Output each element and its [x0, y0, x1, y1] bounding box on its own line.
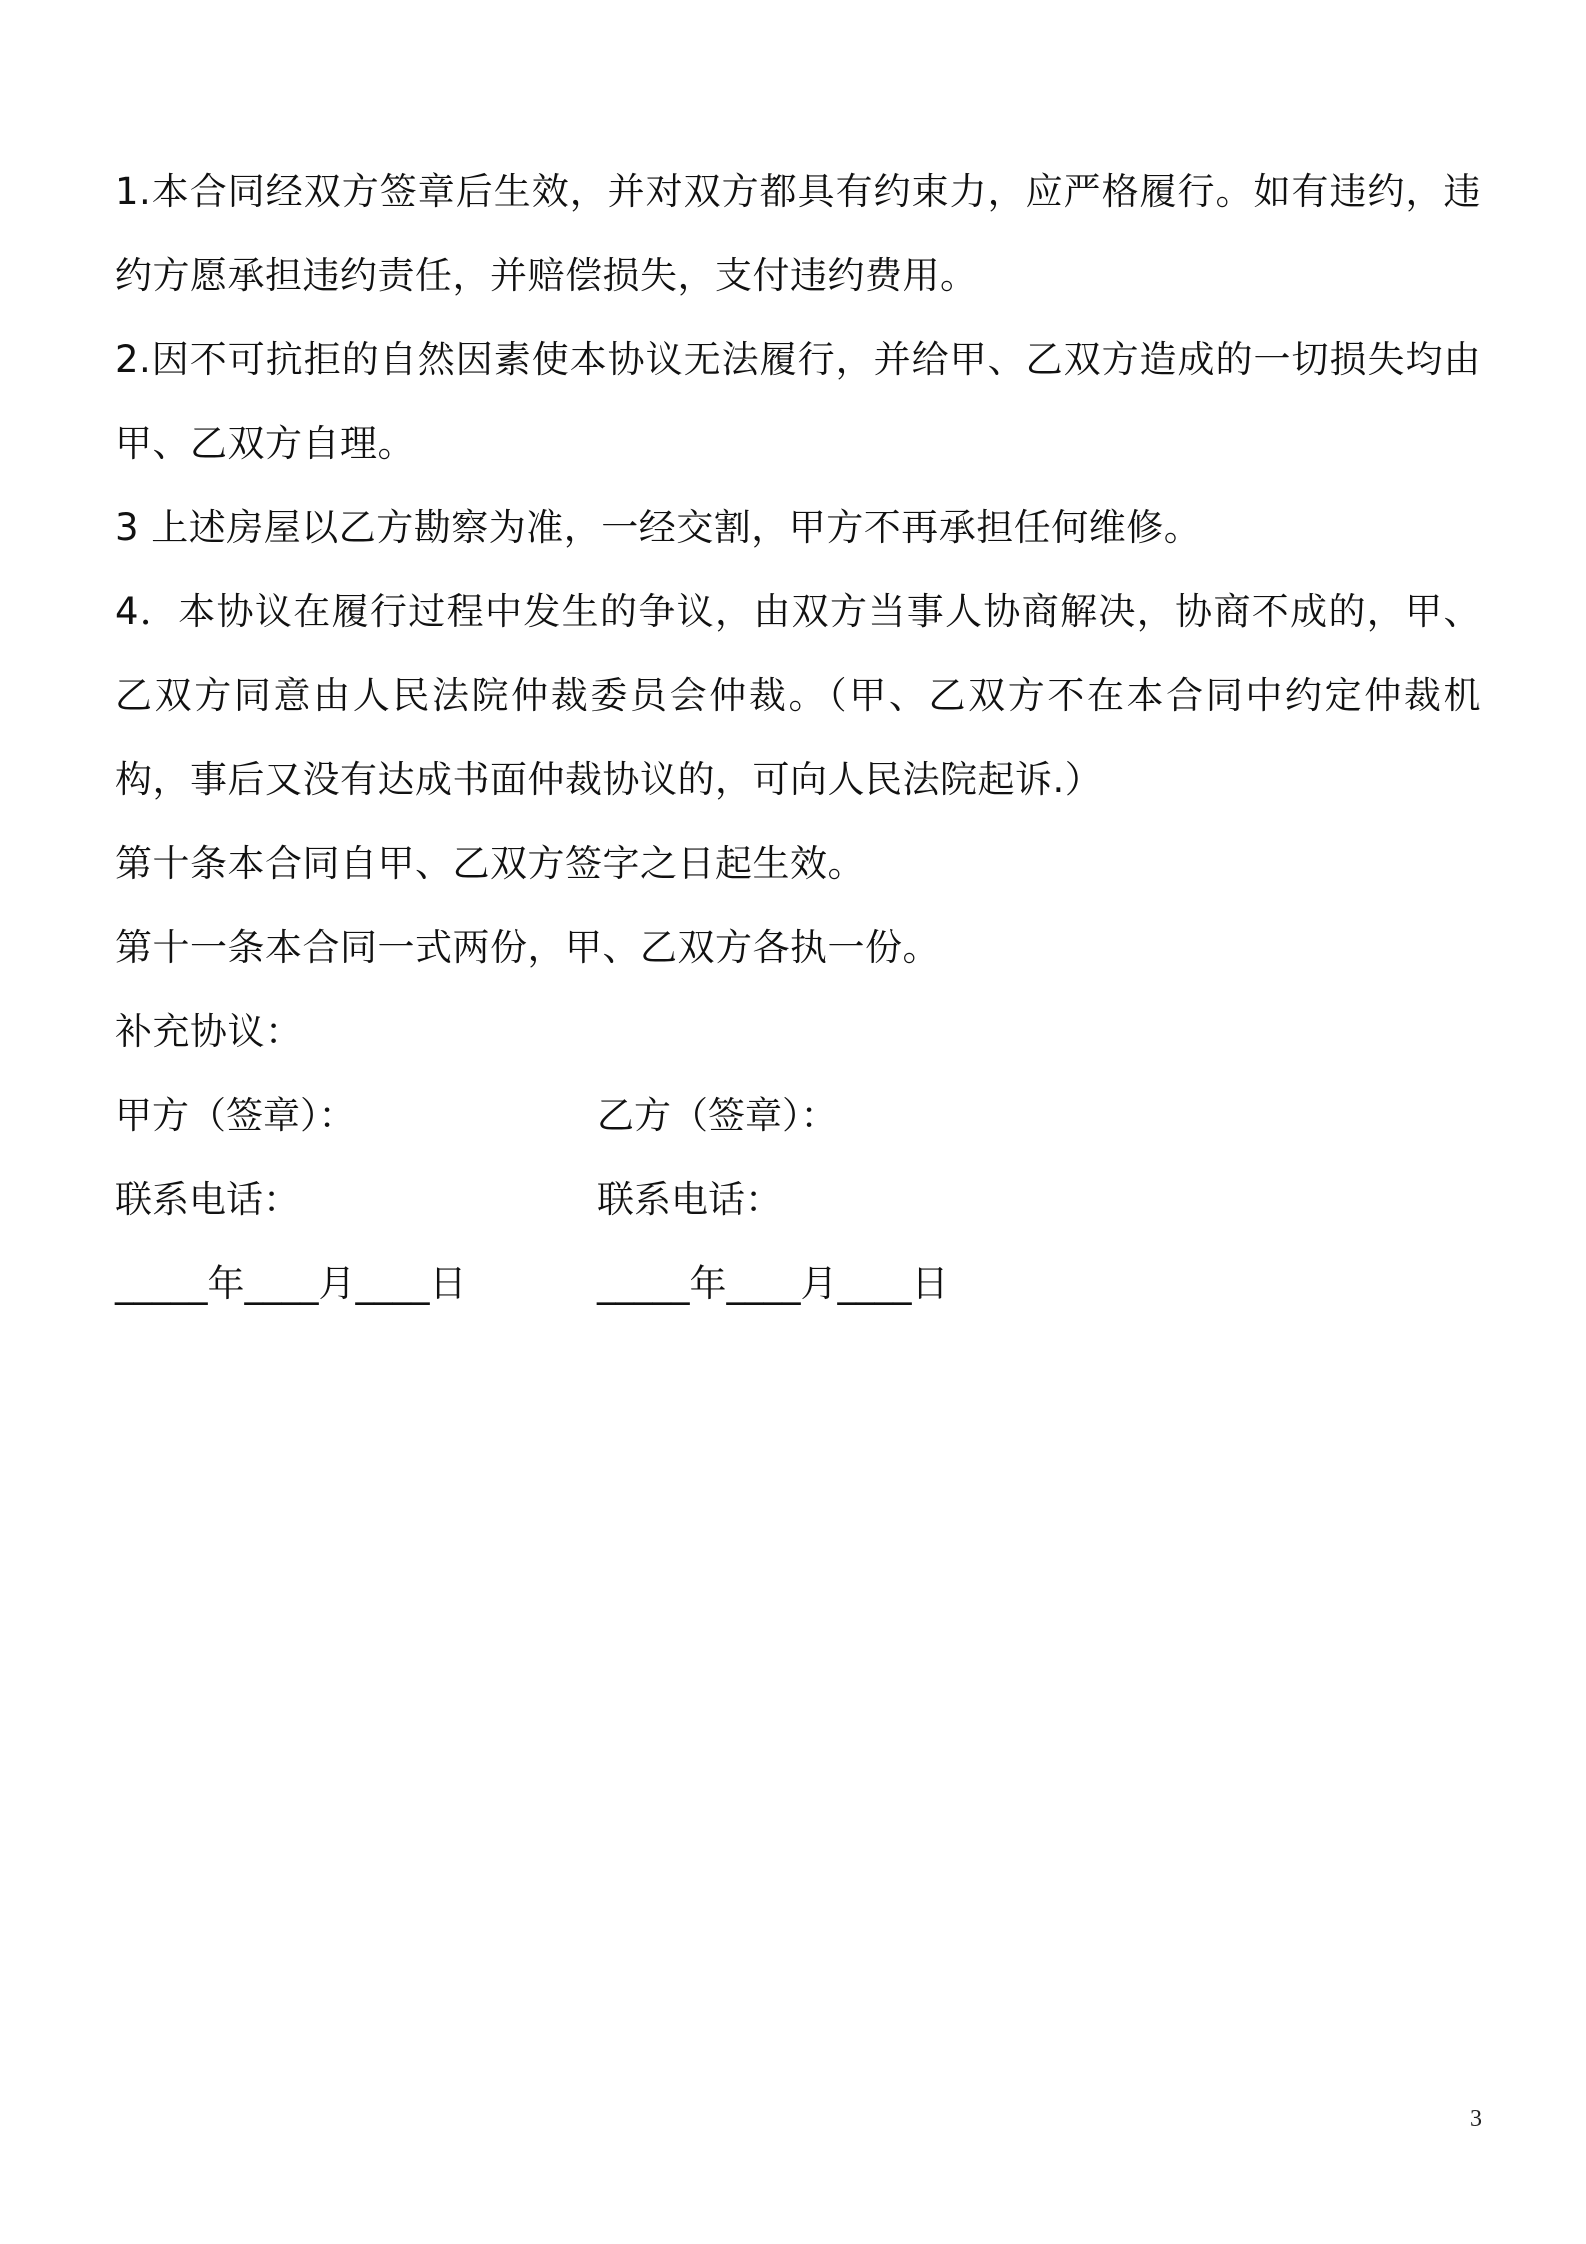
contract-body: [115, 150, 1481, 1326]
article-11: 第十一条本合同一式两份，甲、乙双方各执一份。: [115, 926, 940, 969]
article-10: 第十条本合同自甲、乙双方签字之日起生效。: [115, 842, 865, 885]
clause-2: 2.因不可抗拒的自然因素使本协议无法履行，并给甲、乙双方造成的一切损失均由甲、乙双方自理。: [115, 338, 1481, 465]
party-b-date: _____年____月____日: [597, 1262, 949, 1305]
signature-row: [115, 1074, 1481, 1158]
page-number: 3: [1470, 2106, 1482, 2132]
party-a-signature-label: 甲方（签章）：: [115, 1094, 356, 1137]
clause-1: 1.本合同经双方签章后生效，并对双方都具有约束力，应严格履行。如有违约，违约方愿承担违约责任，并赔偿损失，支付违约费用。: [115, 170, 1481, 297]
party-b-signature-label: 乙方（签章）：: [597, 1094, 838, 1137]
party-b-phone-label: 联系电话：: [597, 1178, 782, 1221]
clause-3: 3 上述房屋以乙方勘察为准，一经交割，甲方不再承担任何维修。: [115, 506, 1202, 549]
phone-row: [115, 1158, 1481, 1242]
date-row: [115, 1242, 1481, 1326]
party-a-phone-label: 联系电话：: [115, 1178, 300, 1221]
supplementary-agreement-label: 补充协议：: [115, 1010, 303, 1053]
clause-4: 4．本协议在履行过程中发生的争议，由双方当事人协商解决，协商不成的，甲、乙双方同意由人民法院仲裁委员会仲裁。（甲、乙双方不在本合同中约定仲裁机构，事后又没有达成书面仲裁协议的，可向人民法院起诉.）: [115, 590, 1481, 801]
party-a-date: _____年____月____日: [115, 1262, 467, 1305]
